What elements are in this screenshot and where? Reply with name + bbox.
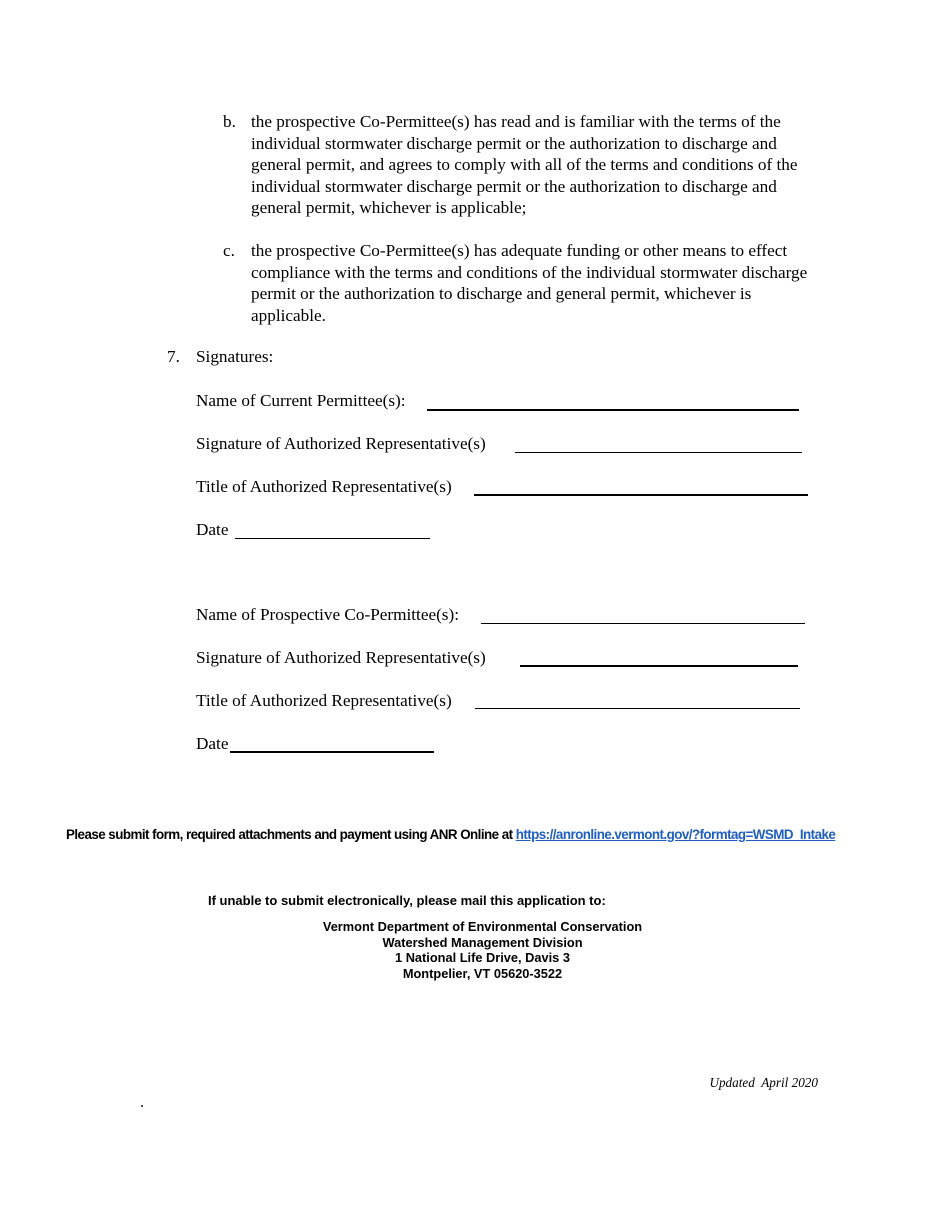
address-line: Watershed Management Division	[382, 934, 583, 950]
mail-note: If unable to submit electronically, please mail this application to:	[208, 893, 606, 908]
prospective-title-field[interactable]	[475, 708, 800, 709]
list-item-b-letter: b.	[223, 112, 236, 131]
list-item-b-text: the prospective Co-Permittee(s) has read and is familiar with the terms of the individual stormwater discharge permit or the authorization to discharge and general permit, and agrees to comply with all of the terms and conditions of the individual stormwater discharge permit or the authorization to discharge and general permit, whichever is applicable;	[251, 112, 798, 217]
mailing-address	[230, 919, 735, 981]
prospective-date-label: Date	[196, 734, 229, 753]
stray-dot: .	[140, 1094, 144, 1111]
current-title-label: Title of Authorized Representative(s)	[196, 477, 452, 496]
current-title-field[interactable]	[474, 494, 808, 496]
prospective-signature-label: Signature of Authorized Representative(s)	[196, 648, 486, 667]
address-line: Vermont Department of Environmental Conservation	[322, 919, 643, 934]
current-date-label: Date	[196, 520, 229, 539]
current-date-field[interactable]	[235, 538, 430, 539]
section-title: Signatures:	[196, 347, 274, 366]
prospective-name-label: Name of Prospective Co-Permittee(s):	[196, 605, 459, 624]
submit-note-text: Please submit form, required attachments and payment using ANR Online at	[66, 827, 516, 842]
submit-note	[66, 826, 835, 844]
prospective-date-field[interactable]	[230, 751, 434, 753]
list-item-c-letter: c.	[223, 241, 235, 260]
current-name-field[interactable]	[427, 409, 799, 411]
prospective-name-field[interactable]	[481, 623, 805, 624]
section-number: 7.	[167, 347, 180, 366]
address-line: Montpelier, VT 05620-3522	[402, 965, 563, 981]
address-line: 1 National Life Drive, Davis 3	[395, 950, 570, 966]
anr-online-link[interactable]: https://anronline.vermont.gov/?formtag=WSMD_Intake	[515, 827, 836, 842]
current-signature-label: Signature of Authorized Representative(s)	[196, 434, 486, 453]
list-item-c-text: the prospective Co-Permittee(s) has adequate funding or other means to effect compliance with the terms and conditions of the individual stormwater discharge permit or the authorization to discharge and general permit, whichever is applicable.	[251, 241, 808, 325]
prospective-signature-field[interactable]	[520, 665, 798, 667]
current-signature-field[interactable]	[515, 452, 802, 453]
prospective-title-label: Title of Authorized Representative(s)	[196, 691, 452, 710]
current-name-label: Name of Current Permittee(s):	[196, 391, 406, 410]
updated-date: Updated April 2020	[709, 1075, 818, 1090]
